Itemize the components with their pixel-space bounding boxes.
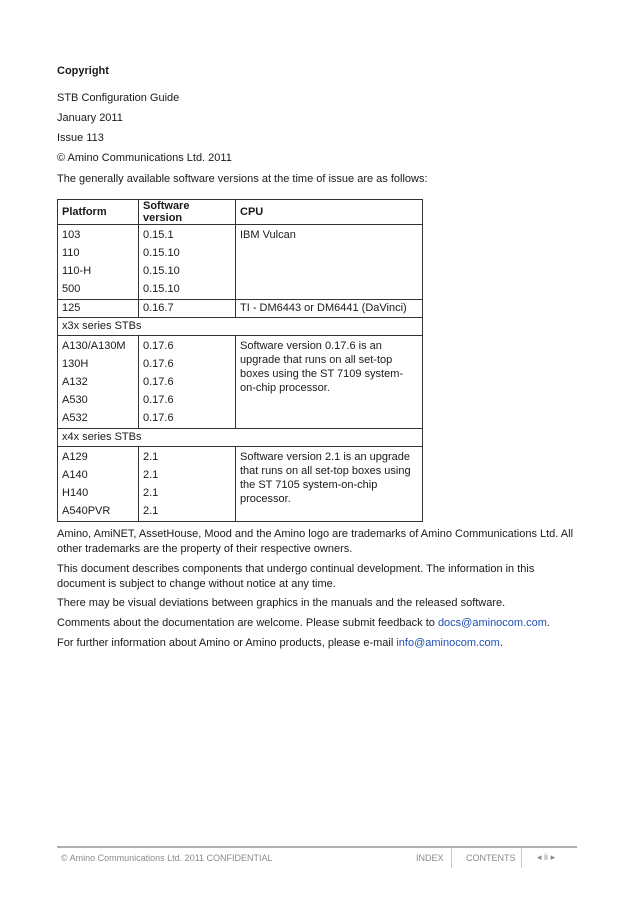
footer-copyright: © Amino Communications Ltd. 2011 CONFIDENTIAL (61, 853, 273, 863)
version-value: 2.1 (143, 469, 159, 481)
header-cpu: CPU (236, 200, 423, 225)
contents-link[interactable]: CONTENTS (466, 853, 516, 863)
version-value: 0.17.6 (143, 394, 174, 406)
group-label-x3x: x3x series STBs (58, 318, 423, 336)
issue-date: January 2011 (57, 112, 123, 124)
intro-text: The generally available software versions at the time of issue are as follows: (57, 173, 428, 185)
comments-text: Comments about the documentation are welcome. Please submit feedback to (57, 617, 438, 629)
platform-500: 500 (62, 283, 81, 295)
info-email-link[interactable]: info@aminocom.com (396, 637, 500, 649)
table-group-row (58, 318, 423, 336)
header-platform: Platform (58, 200, 139, 225)
cpu-note-x3x: Software version 0.17.6 is an upgrade that runs on all set-top boxes using the ST 7109 system-on-chip processor. (236, 336, 423, 429)
page-footer (57, 848, 577, 870)
further-text: For further information about Amino or Amino products, please e-mail (57, 637, 397, 649)
version-cell (139, 336, 236, 429)
cpu-note-x4x: Software version 2.1 is an upgrade that runs on all set-top boxes using the ST 7105 system-on-chip processor. (236, 447, 423, 522)
version-value: 0.17.6 (143, 412, 174, 424)
next-page-icon[interactable]: ▸ (550, 852, 556, 862)
footer-separator (451, 848, 452, 868)
index-link[interactable]: INDEX (416, 853, 444, 863)
platform-125: 125 (58, 300, 139, 318)
platform-a140: A140 (62, 469, 88, 481)
table-row (58, 225, 423, 300)
footer-separator (521, 848, 522, 868)
version-value: 0.17.6 (143, 358, 174, 370)
version-value: 0.17.6 (143, 376, 174, 388)
platform-cell (58, 336, 139, 429)
platform-130h: 130H (62, 358, 89, 370)
table-row (58, 447, 423, 522)
platform-cell (58, 447, 139, 522)
visual-deviations-paragraph: There may be visual deviations between graphics in the manuals and the released software. (57, 597, 506, 609)
comments-paragraph (57, 616, 582, 631)
platform-cell (58, 225, 139, 300)
platform-a129: A129 (62, 451, 88, 463)
page-pager (537, 852, 555, 863)
version-value: 2.1 (143, 487, 159, 499)
cpu-cell (236, 225, 423, 300)
version-cell (139, 225, 236, 300)
period: . (499, 637, 503, 649)
version-value: 0.15.10 (143, 265, 180, 277)
platform-a540pvr: A540PVR (62, 505, 111, 517)
cpu-davinci: TI - DM6443 or DM6441 (DaVinci) (236, 300, 423, 318)
platform-h140: H140 (62, 487, 89, 499)
platform-110: 110 (62, 247, 80, 259)
platform-110h: 110-H (62, 265, 92, 277)
platform-a530: A530 (62, 394, 88, 406)
version-value: 0.16.7 (139, 300, 236, 318)
period: . (546, 617, 550, 629)
platform-a132: A132 (62, 376, 88, 388)
platform-a130: A130/A130M (62, 340, 126, 352)
table-header-row (58, 200, 423, 225)
group-label-x4x: x4x series STBs (58, 429, 423, 447)
further-info-paragraph (57, 636, 582, 651)
table-group-row (58, 429, 423, 447)
prev-page-icon[interactable]: ◂ (537, 852, 542, 862)
platform-a532: A532 (62, 412, 88, 424)
software-versions-table (57, 199, 423, 522)
version-cell (139, 447, 236, 522)
page-number: ii (544, 852, 549, 862)
version-value: 0.15.10 (143, 283, 180, 295)
copyright-line: © Amino Communications Ltd. 2011 (57, 152, 232, 164)
table-row (58, 300, 423, 318)
version-value: 0.15.10 (143, 247, 180, 259)
version-value: 2.1 (143, 505, 159, 517)
version-value: 0.15.1 (143, 229, 174, 241)
copyright-heading: Copyright (57, 65, 109, 77)
platform-103: 103 (62, 229, 81, 241)
version-value: 2.1 (143, 451, 159, 463)
cpu-ibm-vulcan: IBM Vulcan (240, 229, 296, 241)
table-row (58, 336, 423, 429)
header-software-version: Software version (139, 200, 236, 225)
continual-development-paragraph: This document describes components that undergo continual development. The information in this document is subject to change without notice at any time. (57, 563, 535, 590)
trademarks-paragraph: Amino, AmiNET, AssetHouse, Mood and the Amino logo are trademarks of Amino Communications Ltd. All other trademarks are the property of their respective owners. (57, 528, 574, 555)
version-value: 0.17.6 (143, 340, 174, 352)
issue-number: Issue 113 (57, 132, 104, 144)
docs-email-link[interactable]: docs@aminocom.com (437, 617, 547, 629)
doc-title: STB Configuration Guide (57, 92, 180, 104)
